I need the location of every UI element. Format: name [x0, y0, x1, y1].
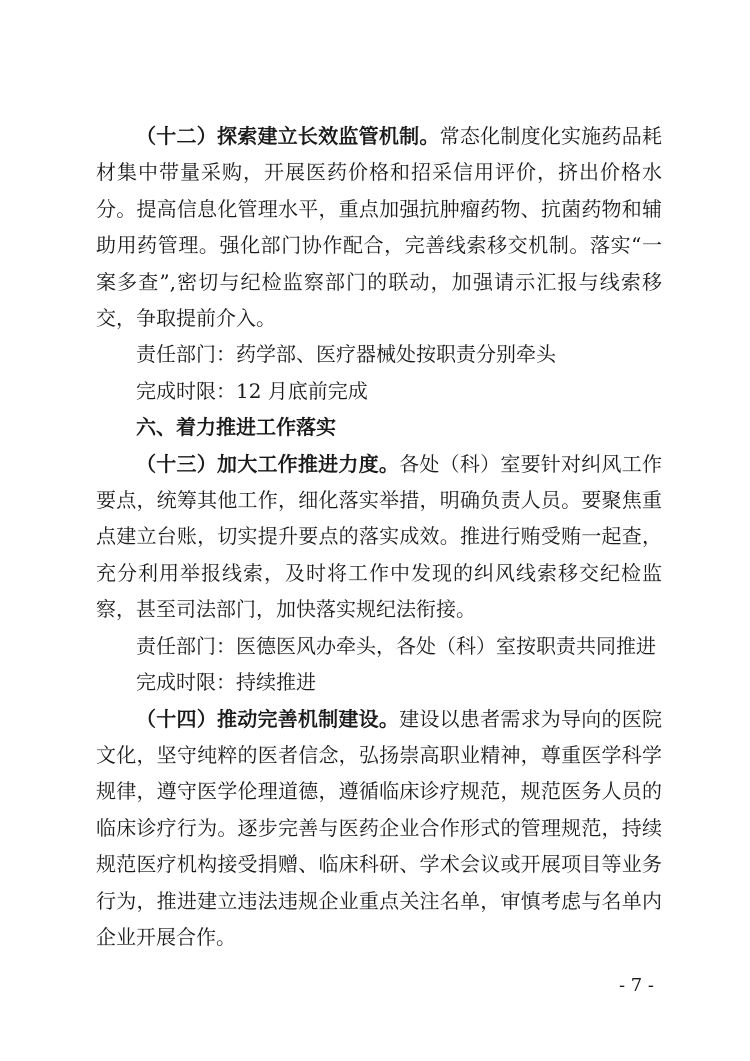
section-13-responsible: 责任部门：医德医风办牵头，各处（科）室按职责共同推进: [136, 633, 656, 658]
section-14-lead: （十四）推动完善机制建设。: [136, 706, 400, 731]
section-13-paragraph: [96, 446, 662, 628]
page-number: - 7 -: [618, 975, 654, 996]
section-12-responsible: 责任部门：药学部、医疗器械处按职责分别牵头: [136, 342, 556, 367]
section-12-deadline: 完成时限：12 月底前完成: [136, 378, 368, 403]
section-13-body: 各处（科）室要针对纠风工作要点，统筹其他工作，细化落实举措，明确负责人员。要聚焦重点建立台账，切实提升要点的落实成效。推进行贿受贿一起查，充分利用举报线索，及时将工作中发现的纠风线索移交纪检监察，甚至司法部门，加快落实规纪法衔接。: [96, 451, 663, 622]
section-14-body: 建设以患者需求为导向的医院文化，坚守纯粹的医者信念，弘扬崇高职业精神，尊重医学科学规律，遵守医学伦理道德，遵循临床诊疗规范，规范医务人员的临床诊疗行为。逐步完善与医药企业合作形式的管理规范，持续规范医疗机构接受捐赠、临床科研、学术会议或开展项目等业务行为，推进建立违法违规企业重点关注名单，审慎考虑与名单内企业开展合作。: [96, 706, 663, 949]
chapter-6-heading: 六、着力推进工作落实: [136, 415, 336, 440]
section-12-paragraph: [96, 118, 662, 336]
section-12-body: 常态化制度化实施药品耗材集中带量采购，开展医药价格和招采信用评价，挤出价格水分。提高信息化管理水平，重点加强抗肿瘤药物、抗菌药物和辅助用药管理。强化部门协作配合，完善线索移交机制。落实“一案多查”,密切与纪检监察部门的联动，加强请示汇报与线索移交，争取提前介入。: [96, 124, 663, 331]
section-13-lead: （十三）加大工作推进力度。: [136, 451, 400, 476]
section-13-deadline: 完成时限：持续推进: [136, 670, 316, 695]
section-14-paragraph: [96, 701, 662, 956]
document-body: [96, 118, 662, 955]
section-12-lead: （十二）探索建立长效监管机制。: [136, 124, 440, 148]
